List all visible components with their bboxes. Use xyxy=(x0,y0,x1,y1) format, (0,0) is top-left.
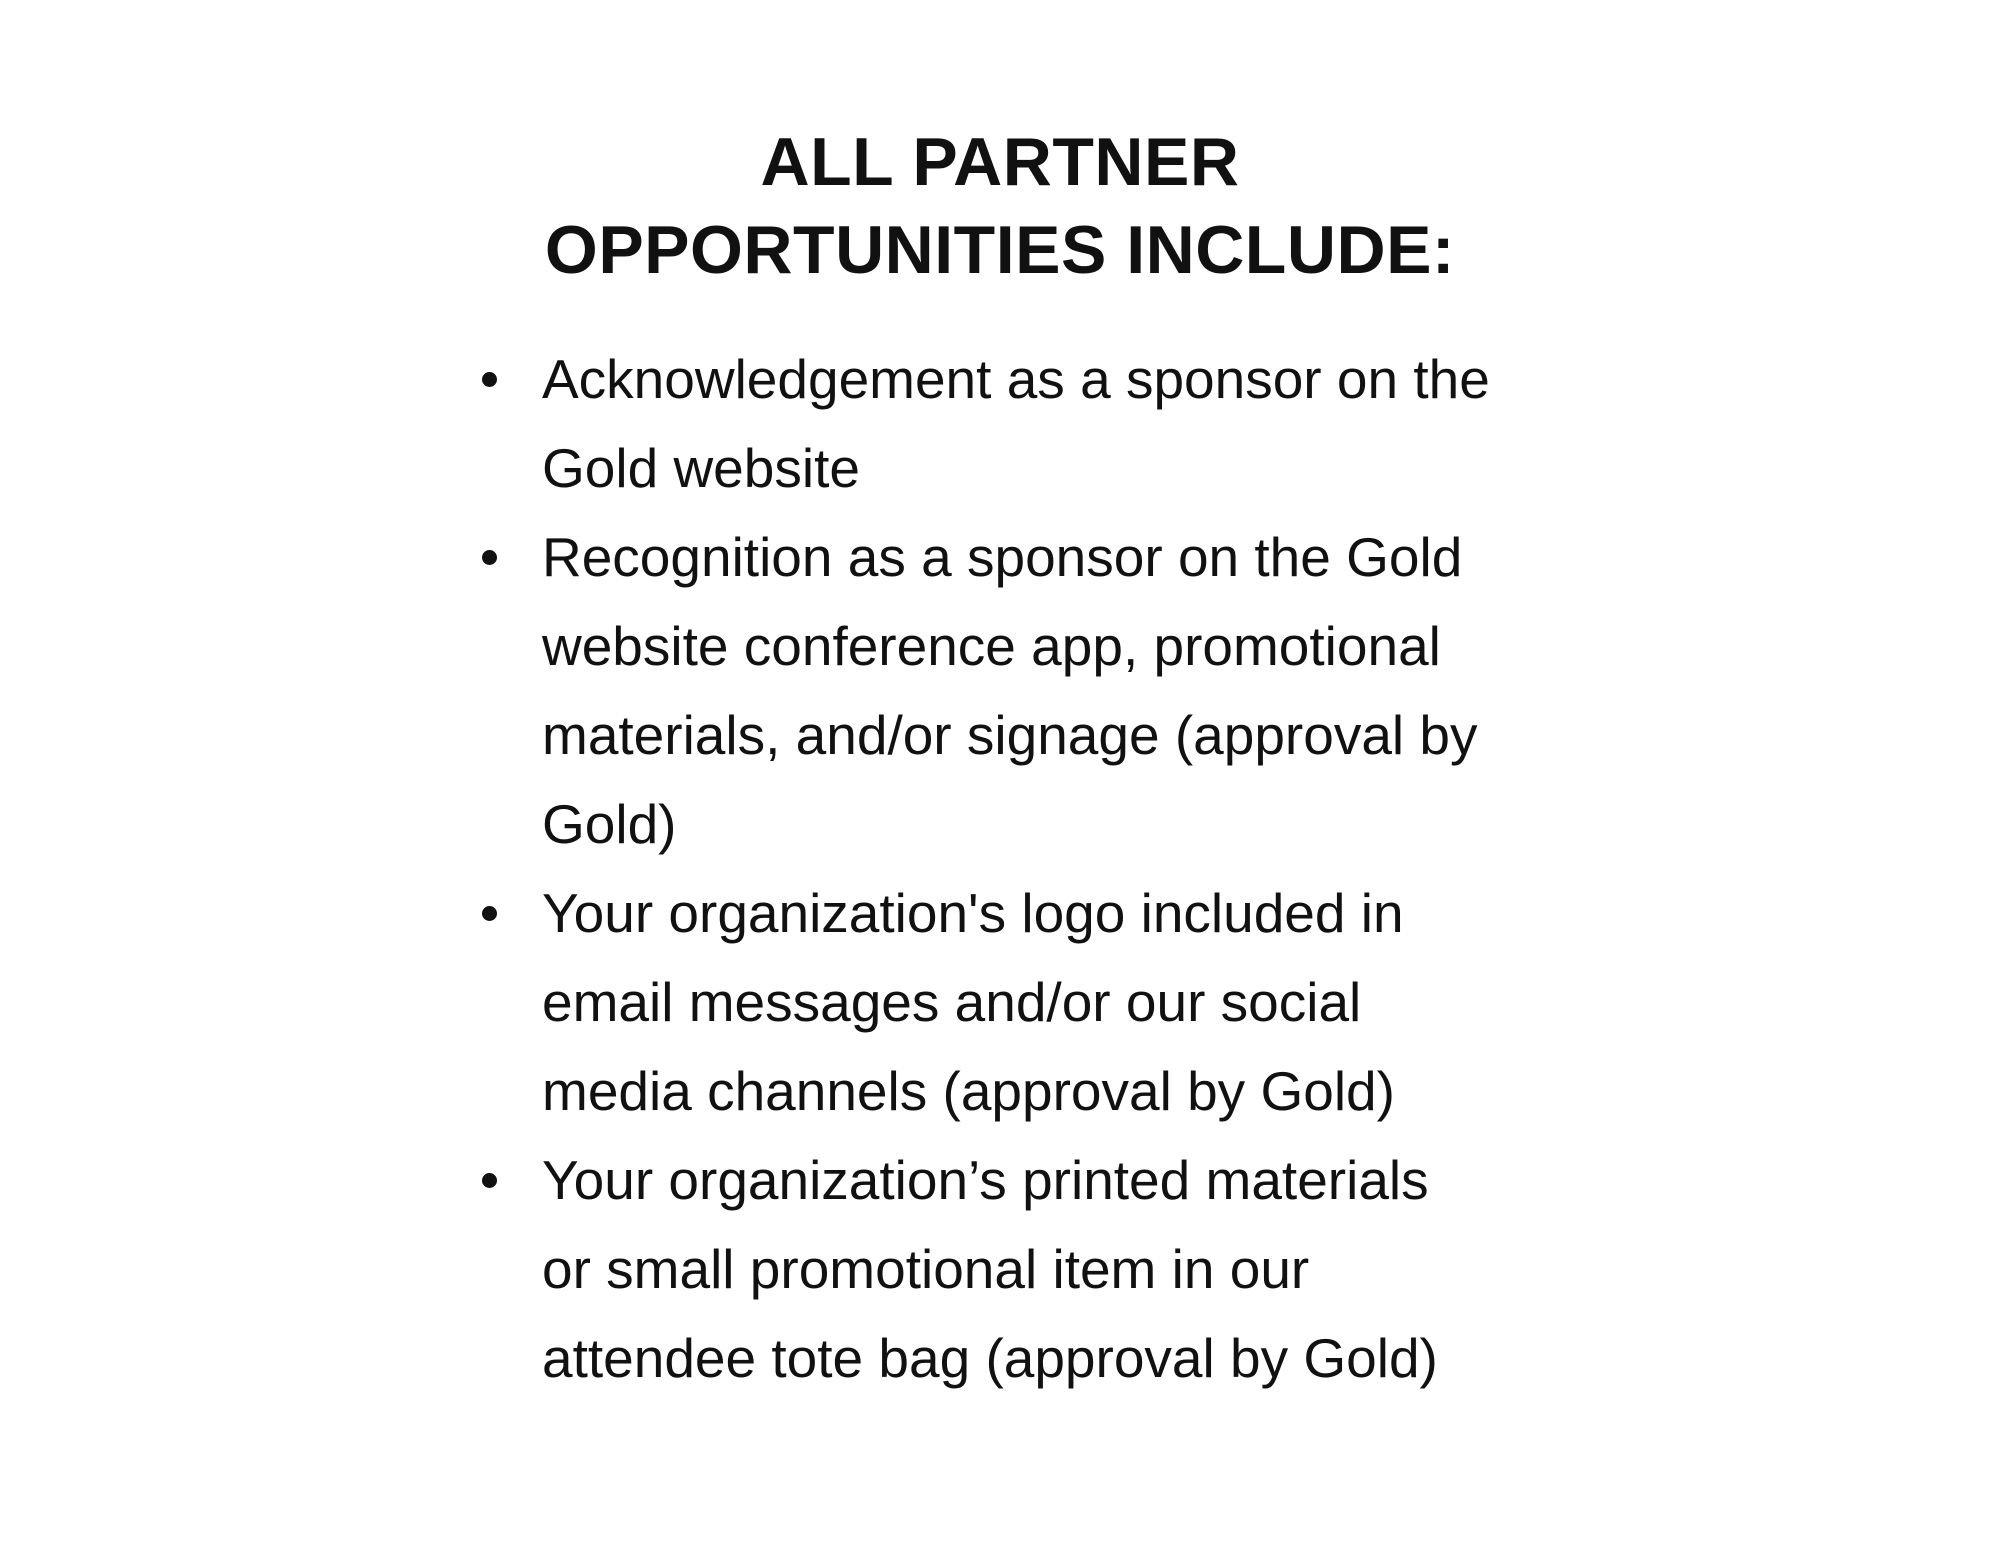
list-item-text xyxy=(542,513,1662,869)
list-item xyxy=(482,513,1662,869)
list-item-text xyxy=(542,1136,1662,1403)
list-item xyxy=(482,335,1662,513)
list-item-line: website conference app, promotional xyxy=(542,615,1441,677)
page-title-line-2: OPPORTUNITIES INCLUDE: xyxy=(544,212,1456,288)
list-item xyxy=(482,1136,1662,1403)
list-item-line: media channels (approval by Gold) xyxy=(542,1060,1395,1122)
list-item-line: Gold) xyxy=(542,793,677,855)
list-item xyxy=(482,869,1662,1136)
list-item-line: Recognition as a sponsor on the Gold xyxy=(542,526,1463,588)
list-item-line: materials, and/or signage (approval by xyxy=(542,704,1478,766)
list-item-line: email messages and/or our social xyxy=(542,971,1362,1033)
list-item-text xyxy=(542,869,1662,1136)
bullet-icon xyxy=(482,906,497,921)
page-title-line-1: ALL PARTNER xyxy=(760,124,1240,200)
list-item-line: Your organization's logo included in xyxy=(542,882,1404,944)
list-item-line: Gold website xyxy=(542,437,860,499)
list-item-line: Acknowledgement as a sponsor on the xyxy=(542,348,1490,410)
page-title xyxy=(0,118,2000,294)
list-item-line: or small promotional item in our xyxy=(542,1238,1310,1300)
list-item-text xyxy=(542,335,1662,513)
bullet-icon xyxy=(482,1173,497,1188)
list-item-line: Your organization’s printed materials xyxy=(542,1149,1429,1211)
bullet-icon xyxy=(482,372,497,387)
benefits-list xyxy=(482,335,1662,1403)
list-item-line: attendee tote bag (approval by Gold) xyxy=(542,1327,1438,1389)
bullet-icon xyxy=(482,550,497,565)
